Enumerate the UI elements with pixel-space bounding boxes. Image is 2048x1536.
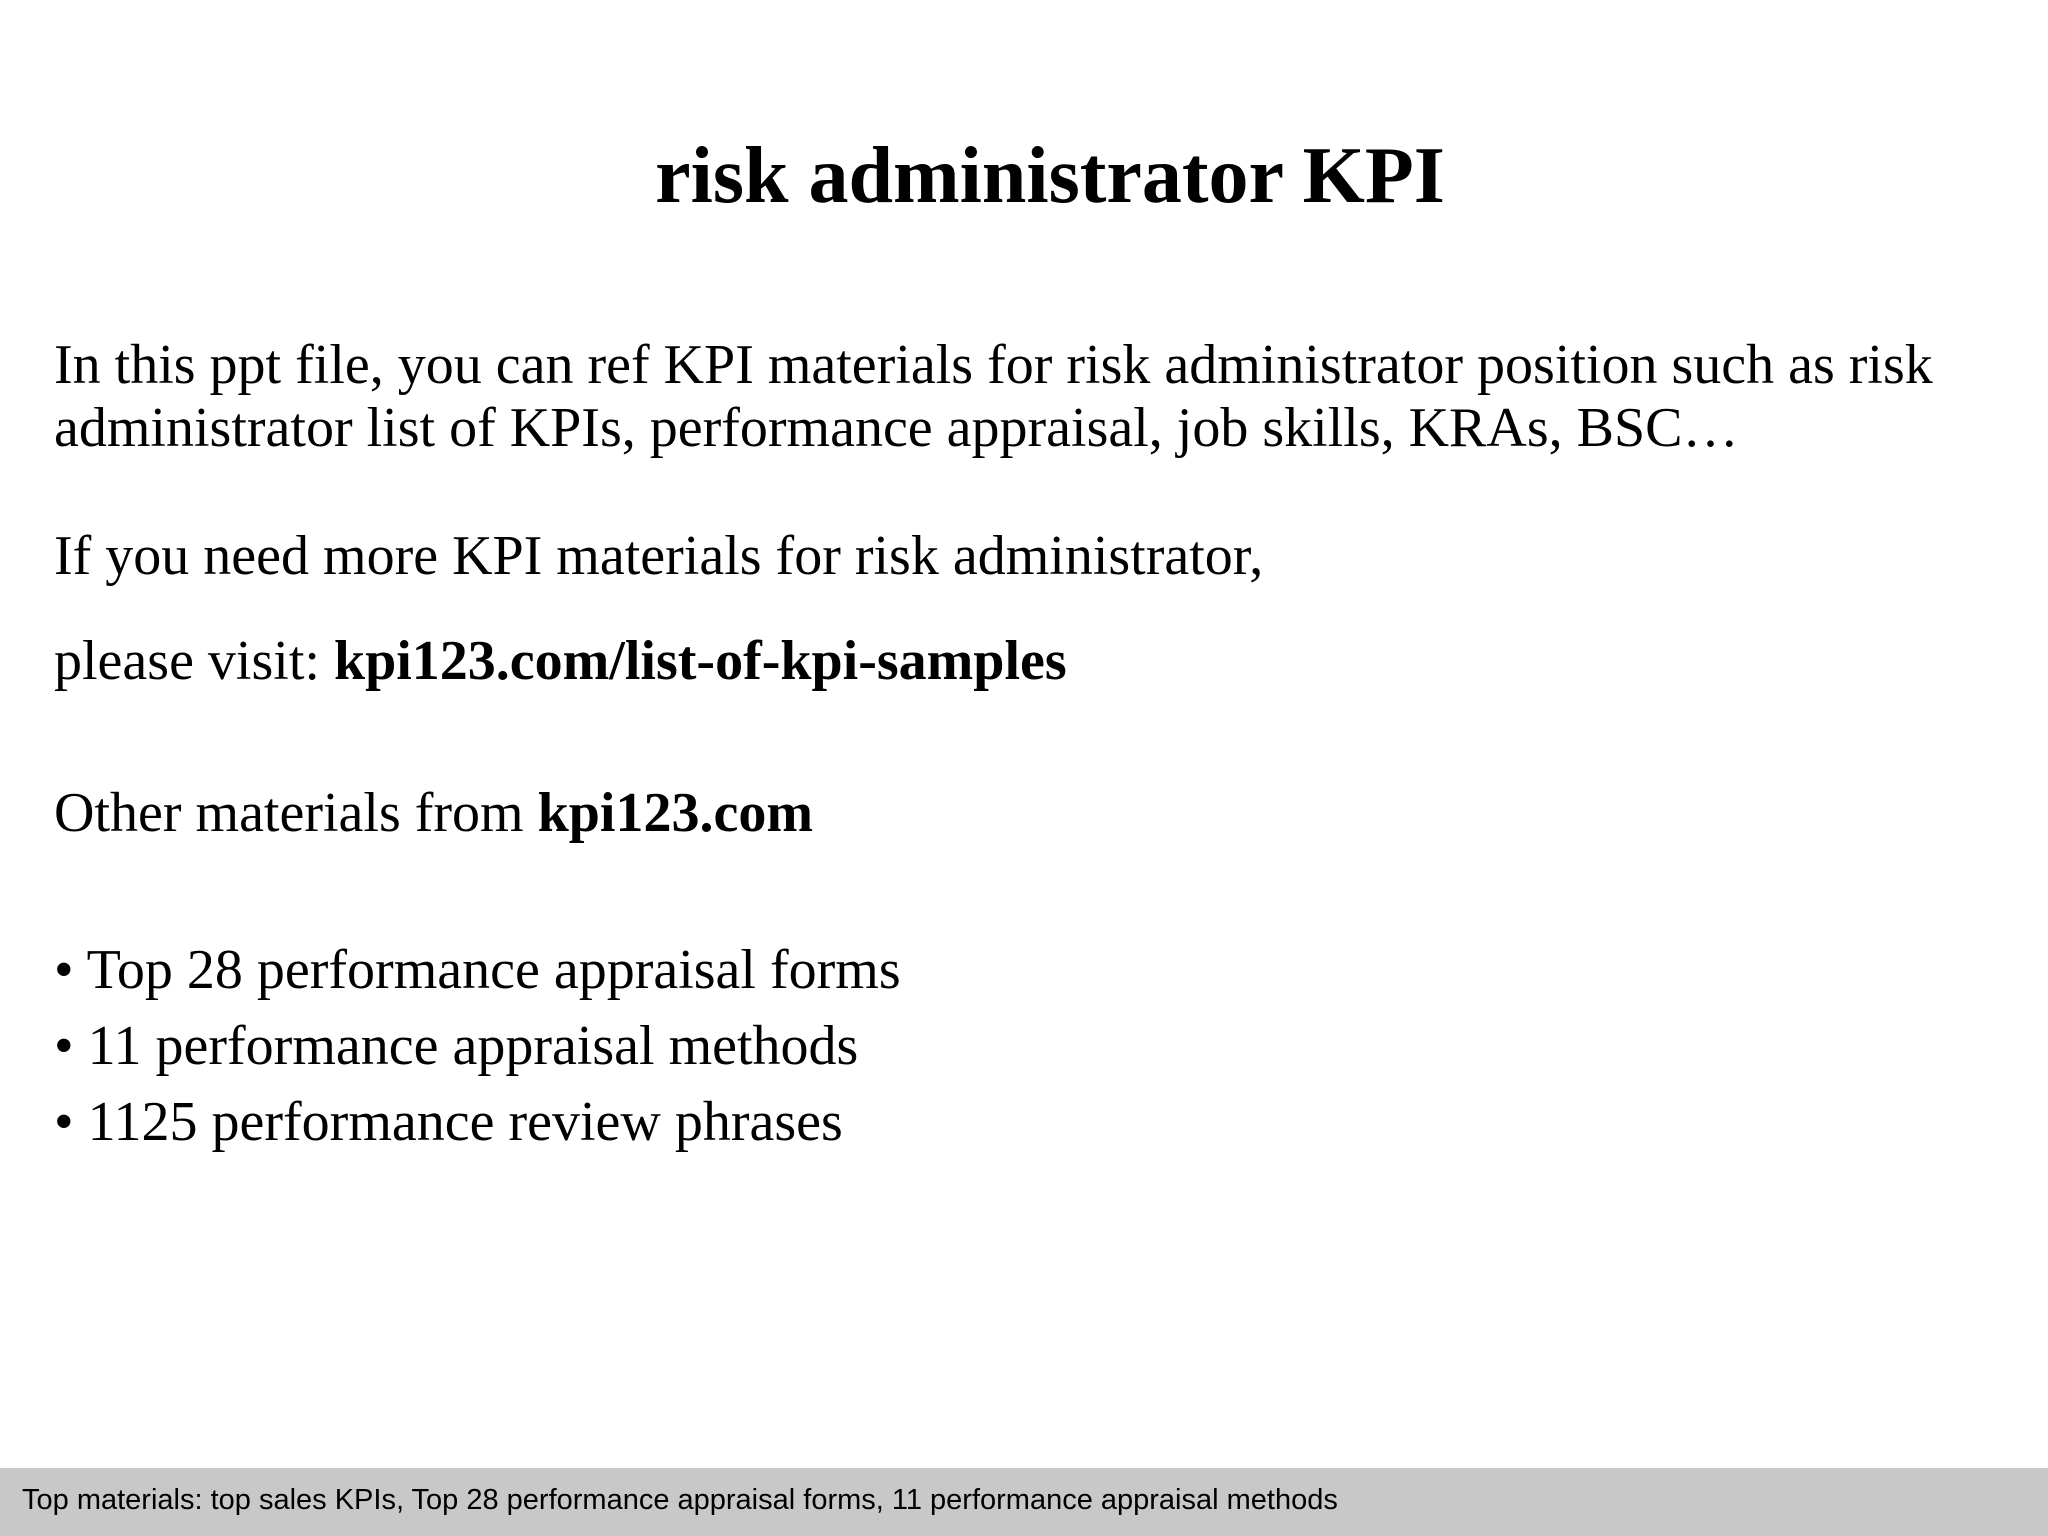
other-label: Other materials from [54,782,538,844]
intro-paragraph [54,334,1933,460]
visit-line [54,630,1067,693]
visit-link[interactable]: kpi123.com/list-of-kpi-samples [333,630,1067,692]
bullet-icon: • [54,1015,74,1077]
footer-bar [0,1468,2048,1536]
materials-list [54,932,901,1160]
list-item[interactable] [54,932,901,1008]
bullet-icon: • [54,1091,74,1153]
other-link[interactable]: kpi123.com [537,782,813,844]
slide-title: risk administrator KPI [655,132,1445,220]
other-materials-line [54,782,813,845]
list-item-label: 1125 performance review phrases [87,1091,843,1153]
intro-line-1: In this ppt file, you can ref KPI materials for risk administrator position such as risk [54,334,1933,396]
need-more-text: If you need more KPI materials for risk administrator, [54,525,1264,587]
list-item[interactable] [54,1084,901,1160]
intro-line-2: administrator list of KPIs, performance appraisal, job skills, KRAs, BSC… [54,397,1739,459]
visit-label: please visit: [54,630,334,692]
list-item[interactable] [54,1008,901,1084]
list-item-label: Top 28 performance appraisal forms [86,939,901,1001]
list-item-label: 11 performance appraisal methods [87,1015,859,1077]
footer-text[interactable]: Top materials: top sales KPIs, Top 28 performance appraisal forms, 11 performance appraisal methods [22,1484,1338,1516]
bullet-icon: • [54,939,74,1001]
